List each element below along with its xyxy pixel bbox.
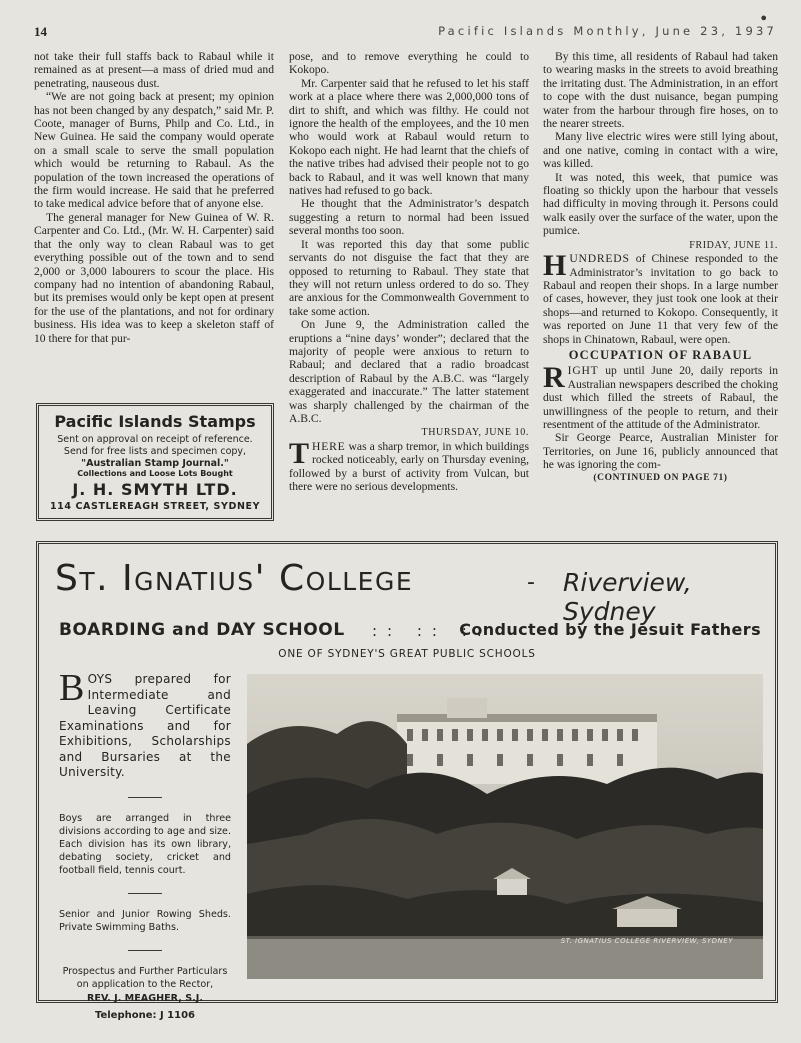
stamp-ad-company: J. H. SMYTH LTD. xyxy=(72,480,238,499)
paragraph: He thought that the Administrator’s despatch suggesting a return to normal had been issued several months too soon. xyxy=(289,197,529,238)
photo-caption: ST. IGNATIUS COLLEGE RIVERVIEW, SYDNEY xyxy=(560,937,733,945)
title-dash: - xyxy=(527,570,535,595)
divider xyxy=(128,950,162,951)
stamp-ad-bought: Collections and Loose Lots Bought xyxy=(77,469,233,478)
page-number: 14 xyxy=(34,24,47,39)
paragraph-text: up until June 20, daily reports in Australian newspapers described the choking dust which filled the streets of Rabaul, the unwillingness of the people to return, and their resentment of the attitude of the Administrator. xyxy=(543,364,778,431)
publication-title: Pacific Islands Monthly, June 23, 1937 xyxy=(438,24,777,38)
dateline-thursday: THURSDAY, JUNE 10. xyxy=(421,427,529,439)
paragraph: Sir George Pearce, Australian Minister for Territories, on June 16, publicly announced that he was ignoring the com- xyxy=(543,431,778,472)
stamp-ad-journal: "Australian Stamp Journal." xyxy=(81,458,229,469)
college-photo-image xyxy=(247,674,763,979)
article-column-1 xyxy=(34,50,274,345)
dateline-friday: FRIDAY, JUNE 11. xyxy=(689,239,778,251)
lead-word: IGHT xyxy=(567,364,599,378)
prospectus-text: Prospectus and Further Particulars on application to the Rector, xyxy=(62,965,228,990)
paragraph: Many live electric wires were still lying about, and one native, coming in contact with a wire, was killed. xyxy=(543,130,778,171)
rowing-text: Senior and Junior Rowing Sheds. Private Swimming Baths. xyxy=(59,908,231,933)
intro-text: OYS prepared for Intermediate and Leaving Certificate Examinations and for Exhibitions, Scholarships and Bursaries at the University. xyxy=(59,672,231,779)
stamp-ad-line: Send for free lists and specimen copy, xyxy=(63,446,247,457)
college-location: Riverview, Sydney xyxy=(563,568,692,626)
paragraph: It was noted, this week, that pumice was floating so thickly upon the harbour that vessels had difficulty in moving through it. Persons could walk easily over the surface of the water, upon the pumice. xyxy=(543,170,778,238)
college-title: St. Ignatius' College xyxy=(55,558,414,599)
paragraph: “We are not going back at present; my opinion has not been changed by any despatch,” said Mr. P. Coote, manager of Burns, Philp and Co. Ltd., in New Guinea. He said the company would operate on a small scale to serve the small population which would be returning to Rabaul. As the population of the town increased the operations of the firm would increase. He said that he preferred to take medical advice before that of anyone else. xyxy=(34,90,274,211)
college-photo xyxy=(247,674,763,979)
stamp-ad-address: 114 CASTLEREAGH STREET, SYDNEY xyxy=(49,501,261,512)
intro-paragraph xyxy=(59,667,231,781)
paragraph: It was reported this day that some public servants do not disguise the fact that they are opposed to returning to Rabaul. They state that they will not return unless ordered to do so. They are anxious for the Commonwealth Government to take some action. xyxy=(289,237,529,318)
college-advertisement xyxy=(36,541,778,1021)
rector-name: REV. J. MEAGHER, S.J. xyxy=(87,992,203,1004)
stamp-ad-line: Sent on approval on receipt of reference. xyxy=(57,434,253,445)
divider xyxy=(128,893,162,894)
paragraph xyxy=(543,361,778,431)
telephone: Telephone: J 1106 xyxy=(94,1009,196,1021)
divider xyxy=(128,797,162,798)
paragraph-text: was a sharp tremor, in which buildings rocked noticeably, early on Thursday evening, followed by a burst of activity from Vulcan, but there were no serious developments. xyxy=(289,439,529,493)
paragraph: On June 9, the Administration called the eruptions a “nine days’ wonder”; declared that the majority of people were anxious to return to Rabaul; and declared that a radio broadcast description of Rabaul by the A.B.C. was “largely exaggerated and inaccurate.” The latter statement was sharply challenged by the chairman of the A.B.C. xyxy=(289,318,529,425)
paragraph: The general manager for New Guinea of W. R. Carpenter and Co. Ltd., (Mr. W. H. Carpenter) said that the only way to clean Rabaul was to get everything possible out of the town and to send 2,000 or 3,000 labourers to scour the place. His company had no intention of abandoning Rabaul, but its premises would only be kept open at present for the use of the plantations, and not for ordinary business. His idea was to keep a skeleton staff of 10 there for that pur- xyxy=(34,210,274,345)
boarding-heading: BOARDING and DAY SCHOOL xyxy=(59,620,345,640)
conducted-by: Conducted by the Jesuit Fathers xyxy=(459,620,761,639)
paragraph-text: of Chinese responded to the Administrator’s invitation to go back to Rabaul and reopen their shops. In a large number of cases, however, they just took one look at their shops—and returned to Kokopo. Consequently, it was reported on June 11 that very few of the shops in Chinatown, Rabaul, were open. xyxy=(543,252,778,346)
paragraph xyxy=(289,436,529,494)
section-heading: OCCUPATION OF RABAUL xyxy=(568,347,753,362)
paragraph: not take their full staffs back to Rabaul while it remained as at present—a mass of dried mud and penetrating, nauseous dust. xyxy=(34,50,274,90)
drop-cap: R xyxy=(543,361,565,395)
header-mark-icon: ● xyxy=(760,12,767,24)
lead-word: UNDREDS xyxy=(569,252,630,266)
divisions-text: Boys are arranged in three divisions according to age and size. Each division has its own library, debating society, cricket and football field, tennis court. xyxy=(59,812,231,876)
continued-note: (CONTINUED ON PAGE 71) xyxy=(593,472,728,483)
paragraph xyxy=(543,249,778,346)
paragraph: Mr. Carpenter said that he refused to let his staff work at a place where there was 2,000,000 tons of dirt to shift, and which was filthy. He could not ignore the health of the employees, and the 10 men who would work at Rabaul would return to Kokopo each night. He had learnt that the chiefs of the native tribes had advised their people not to go back to Rabaul, and it was well known that many natives had refused to go back. xyxy=(289,76,529,198)
page-header xyxy=(0,12,801,42)
paragraph: By this time, all residents of Rabaul had taken to wearing masks in the streets to avoid breathing the irritating dust. The Administration, in an effort to cope with the dust nuisance, began pumping water from the harbour through fire hoses, on to the nearer streets. xyxy=(543,50,778,131)
article-column-2 xyxy=(289,50,529,493)
drop-cap: H xyxy=(543,249,567,283)
drop-cap: B xyxy=(59,667,85,709)
article-column-3 xyxy=(543,50,778,485)
separator-colons: :: :: :: xyxy=(372,622,492,640)
stamp-advertisement xyxy=(36,403,274,521)
stamp-ad-title: Pacific Islands Stamps xyxy=(54,412,256,431)
college-details xyxy=(59,667,231,1021)
lead-word: HERE xyxy=(312,439,346,453)
paragraph: pose, and to remove everything he could to Kokopo. xyxy=(289,50,529,77)
college-tagline: ONE OF SYDNEY'S GREAT PUBLIC SCHOOLS xyxy=(278,648,536,660)
drop-cap: T xyxy=(289,436,310,470)
